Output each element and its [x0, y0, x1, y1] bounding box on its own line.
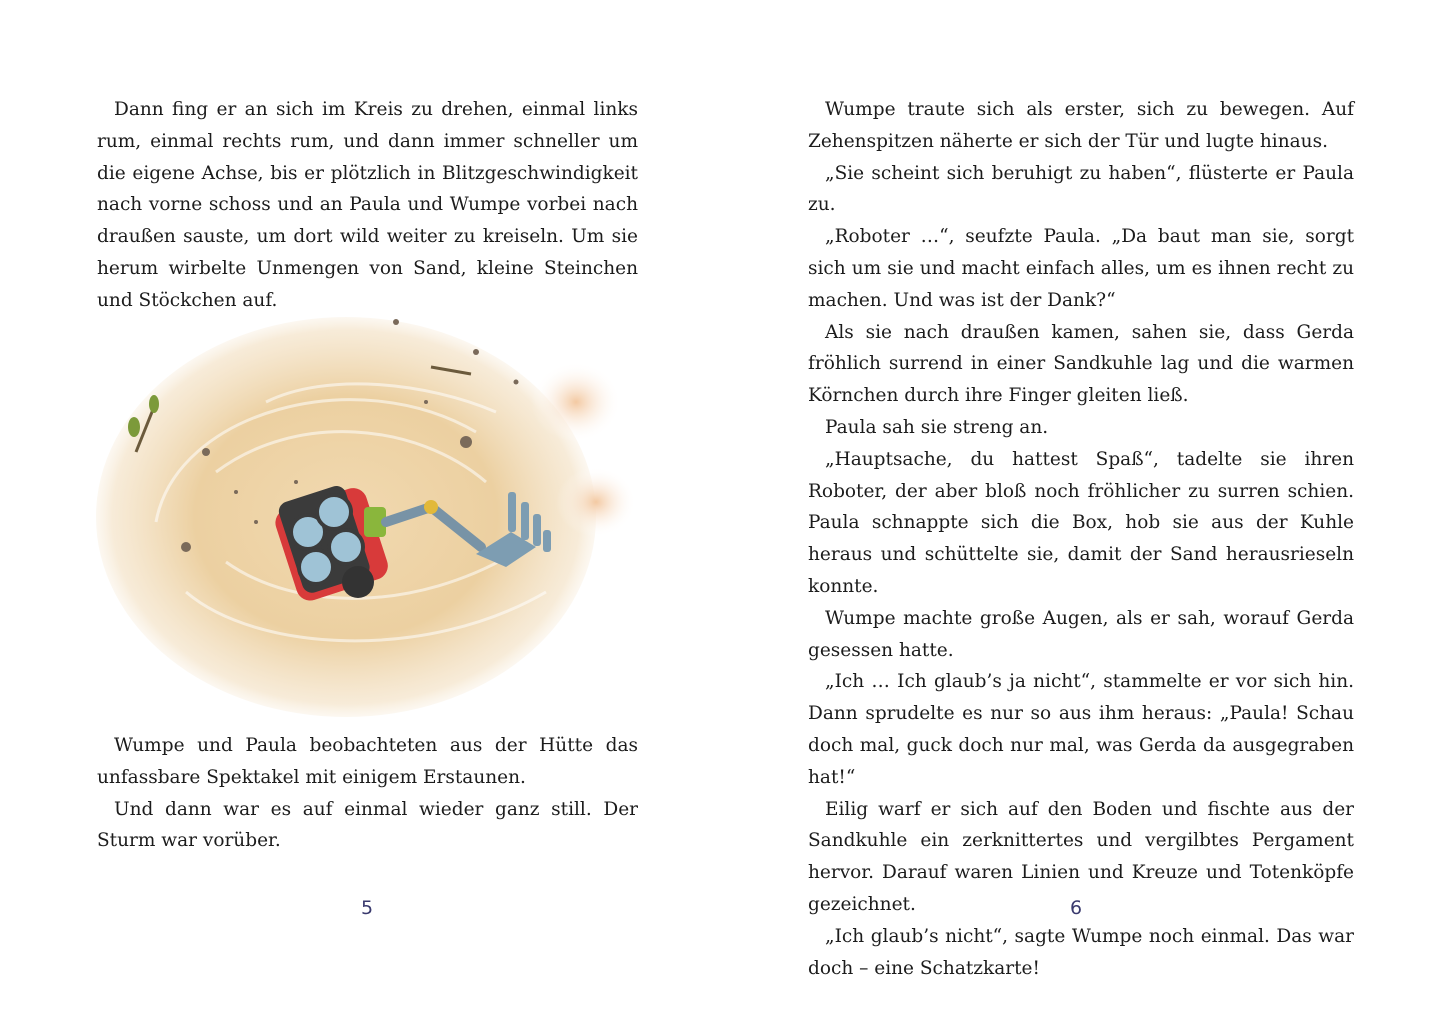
paragraph: Und dann war es auf einmal wieder ganz still. Der Sturm war vorüber. — [97, 798, 638, 852]
sandstorm-robot-illustration — [96, 292, 656, 722]
page-number: 5 — [361, 897, 374, 919]
paragraph: „Roboter …“, seufzte Paula. „Da baut man sie, sorgt sich um sie und macht einfach alles, um es ihnen recht zu machen. Und was ist der Dank?“ — [808, 226, 1354, 311]
paragraph: Paula sah sie streng an. — [825, 416, 1049, 438]
paragraph: Wumpe traute sich als erster, sich zu bewegen. Auf Zehenspitzen näherte er sich der Tür und lugte hinaus. — [808, 99, 1354, 152]
right-page — [722, 0, 1445, 1012]
sand-puff — [556, 467, 636, 537]
right-page-text — [808, 94, 1354, 984]
paragraph: „Hauptsache, du hattest Spaß“, tadelte sie ihren Roboter, der aber bloß noch fröhlicher zu surren schien. Paula schnappte sich die Box, hob sie aus der Kuhle heraus und schüttelte sie, damit der Sand herausrieseln konnte. — [808, 448, 1354, 597]
left-page-text-top — [97, 94, 638, 317]
paragraph: Eilig warf er sich auf den Boden und fischte aus der Sandkuhle ein zerknittertes und vergilbtes Pergament hervor. Darauf waren Linien und Kreuze und Totenköpfe gezeichnet. — [808, 798, 1354, 915]
paragraph: Als sie nach draußen kamen, sahen sie, dass Gerda fröhlich surrend in einer Sandkuhle lag und die warmen Körnchen durch ihre Finger gleiten ließ. — [808, 321, 1354, 407]
left-page-text-bottom — [97, 730, 638, 857]
paragraph: Wumpe und Paula beobachteten aus der Hütte das unfassbare Spektakel mit einigem Erstaunen. — [97, 735, 638, 788]
paragraph: „Sie scheint sich beruhigt zu haben“, flüsterte er Paula zu. — [808, 162, 1354, 216]
paragraph: „Ich … Ich glaub’s ja nicht“, stammelte er vor sich hin. Dann sprudelte es nur so aus ihm heraus: „Paula! Schau doch mal, guck doch nur mal, was Gerda da ausgegraben hat!“ — [808, 671, 1354, 788]
left-page — [0, 0, 722, 1012]
paragraph: Dann fing er an sich im Kreis zu drehen, einmal links rum, einmal rechts rum, und dann immer schneller um die eigene Achse, bis er plötzlich in Blitzgeschwindigkeit nach vorne schoss und an Paula und Wumpe vorbei nach draußen sauste, um dort wild weiter zu kreiseln. Um sie herum wirbelte Unmengen von Sand, kleine Steinchen und Stöckchen auf. — [97, 99, 638, 311]
paragraph: Wumpe machte große Augen, als er sah, worauf Gerda gesessen hatte. — [808, 607, 1354, 661]
page-number: 6 — [1070, 897, 1083, 919]
sand-puff — [531, 362, 621, 442]
paragraph: „Ich glaub’s nicht“, sagte Wumpe noch einmal. Das war doch – eine Schatzkarte! — [808, 925, 1354, 979]
